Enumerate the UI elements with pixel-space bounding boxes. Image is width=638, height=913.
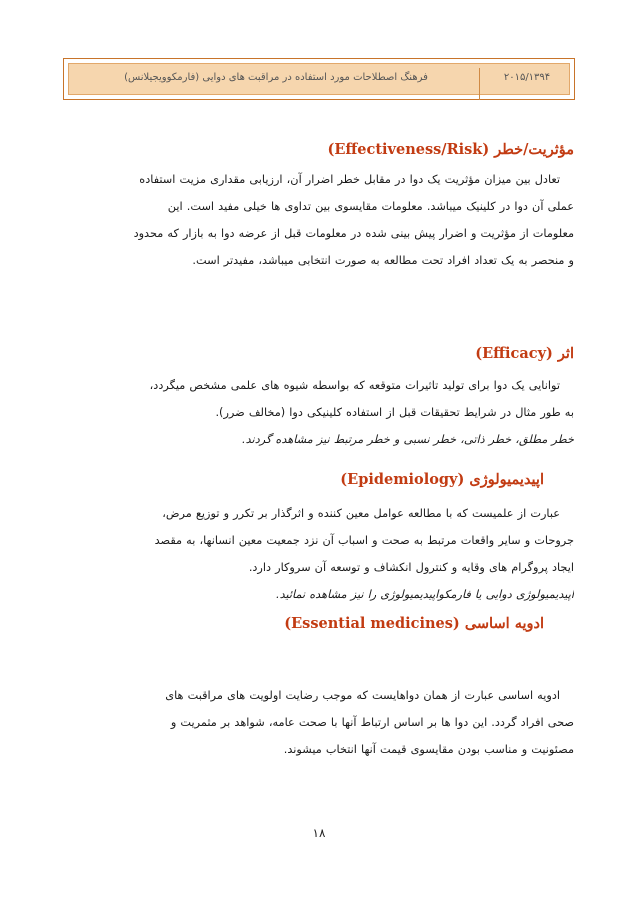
paragraph-line: عبارت از علمیست که با مطالعه عوامل معین کننده و اثرگذار بر تکرر و توزیع مرض، bbox=[162, 507, 560, 520]
section-paragraph bbox=[62, 166, 574, 274]
paragraph-line: معلومات از مؤثریت و اضرار پیش بینی شده در معلومات قبل از عرضه دوا به بازار که محدود bbox=[133, 227, 574, 240]
page-number: ۱۸ bbox=[312, 826, 326, 840]
paragraph-line: اپیدیمیولوژی دوایی یا فارمکواپیدیمیولوژی را نیز مشاهده نمائید. bbox=[275, 588, 574, 601]
section-epidemiology-body bbox=[62, 500, 574, 608]
section-heading: مؤثریت/خطر (Effectiveness/Risk) bbox=[327, 141, 574, 158]
section-heading: ادویه اساسی (Essential medicines) bbox=[284, 615, 544, 632]
paragraph-line: توانایی یک دوا برای تولید تاثیرات متوقعه که بواسطه شیوه های علمی مشخص میگردد، bbox=[149, 379, 560, 392]
paragraph-line: مصئونیت و مناسب بودن مقایسوی قیمت آنها انتخاب میشوند. bbox=[283, 743, 574, 756]
header-date: ۲۰۱۵/۱۳۹۴ bbox=[503, 72, 551, 83]
header-title: فرهنگ اصطلاحات مورد استفاده در مراقبت های دوایی (فارمکوویجیلانس) bbox=[124, 72, 428, 83]
paragraph-line: جروحات و سایر واقعات مرتبط به صحت و اسباب آن نزد جمعیت معین انسانها، به مقصد bbox=[154, 534, 574, 547]
paragraph-line: و منحصر به یک تعداد افراد تحت مطالعه به صورت انتخابی میباشد، مفیدتر است. bbox=[192, 254, 574, 267]
paragraph-line: خطر مطلق، خطر ذاتی، خطر نسبی و خطر مرتبط نیز مشاهده گردند. bbox=[242, 433, 574, 446]
running-header-band bbox=[68, 63, 570, 95]
header-divider bbox=[479, 68, 480, 100]
section-essential-medicines bbox=[62, 614, 574, 634]
section-epidemiology bbox=[62, 470, 574, 490]
section-essential-medicines-body bbox=[62, 682, 574, 763]
paragraph-line: ایجاد پروگرام های وقایه و کنترول انکشاف و توسعه آن سروکار دارد. bbox=[248, 561, 574, 574]
section-efficacy bbox=[62, 344, 574, 364]
section-heading: اثر (Efficacy) bbox=[475, 345, 574, 362]
paragraph-line: عملی آن دوا در کلینیک میباشد. معلومات مقایسوی بین تداوی ها خیلی مفید است. این bbox=[167, 200, 574, 213]
paragraph-line: ادویه اساسی عبارت از همان دواهایست که موجب رضایت اولویت های مراقبت های bbox=[165, 689, 560, 702]
section-effectiveness-risk bbox=[62, 140, 574, 274]
paragraph-line: تعادل بین میزان مؤثریت یک دوا در مقابل خطر اضرار آن، ارزیابی مقداری مزیت استفاده bbox=[139, 173, 560, 186]
section-paragraph bbox=[62, 682, 574, 763]
section-paragraph bbox=[62, 372, 574, 453]
section-heading: اپیدیمیولوژی (Epidemiology) bbox=[340, 471, 544, 488]
paragraph-line: صحی افراد گردد. این دوا ها بر اساس ارتباط آنها با صحت عامه، شواهد بر مثمریت و bbox=[170, 716, 574, 729]
paragraph-line: به طور مثال در شرایط تحقیقات قبل از استفاده کلینیکی دوا (مخالف ضرر). bbox=[215, 406, 574, 419]
running-header bbox=[63, 58, 575, 100]
section-efficacy-body bbox=[62, 372, 574, 453]
section-paragraph bbox=[62, 500, 574, 608]
